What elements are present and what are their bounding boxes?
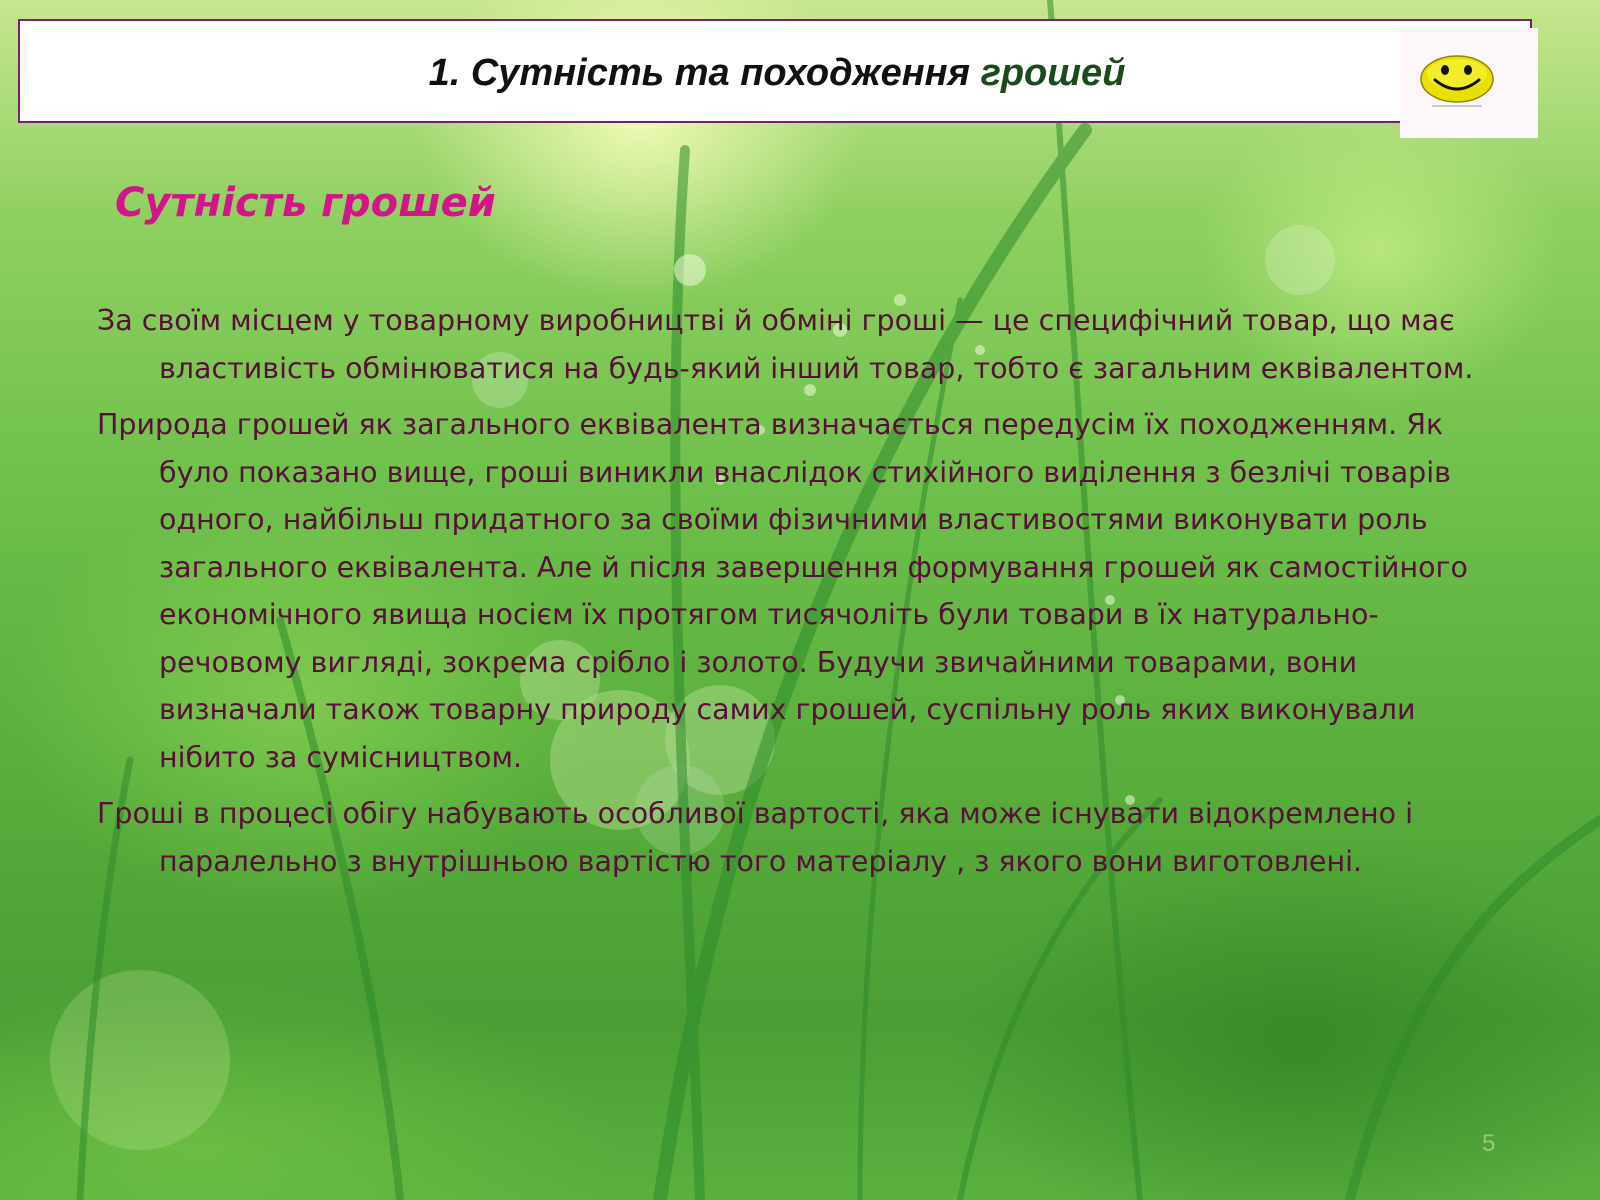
paragraph-3: Гроші в процесі обігу набувають особливої вартості, яка може існувати відокремлено і паралельно з внутрішньою вартістю того матеріалу , з якого вони виготовлені. <box>97 797 1414 878</box>
logo-smiley <box>1400 28 1538 138</box>
slide-title <box>20 51 1534 95</box>
title-accent-text: грошей <box>980 52 1126 94</box>
paragraph-1: За своїм місцем у товарному виробництві й обміні гроші — це специфічний товар, що має властивість обмінюватися на будь-який інший товар, тобто є загальним еквівалентом. <box>97 304 1474 385</box>
smiley-face-icon <box>1400 28 1538 138</box>
paragraph-2: Природа грошей як загального еквівалента визначається передусім їх походженням. Як було показано вище, гроші виникли внаслідок стихійного виділення з безлічі товарів одного, найбільш придатного за своїми фізичними властивостями виконувати роль загального еквівалента. Але й після завершення формування грошей як самостійного економічного явища носієм їх протягом тисячоліть були товари в їх натурально-речовому вигляді, зокрема срібло і золото. Будучи звичайними товарами, вони визначали також товарну природу самих грошей, суспільну роль яких виконували нібито за сумісництвом. <box>97 408 1468 774</box>
body-text <box>97 297 1517 894</box>
section-heading: Сутність грошей <box>115 180 496 226</box>
page-number: 5 <box>1482 1130 1496 1157</box>
title-box <box>18 19 1532 123</box>
title-main-text: 1. Сутність та походження <box>428 52 970 94</box>
